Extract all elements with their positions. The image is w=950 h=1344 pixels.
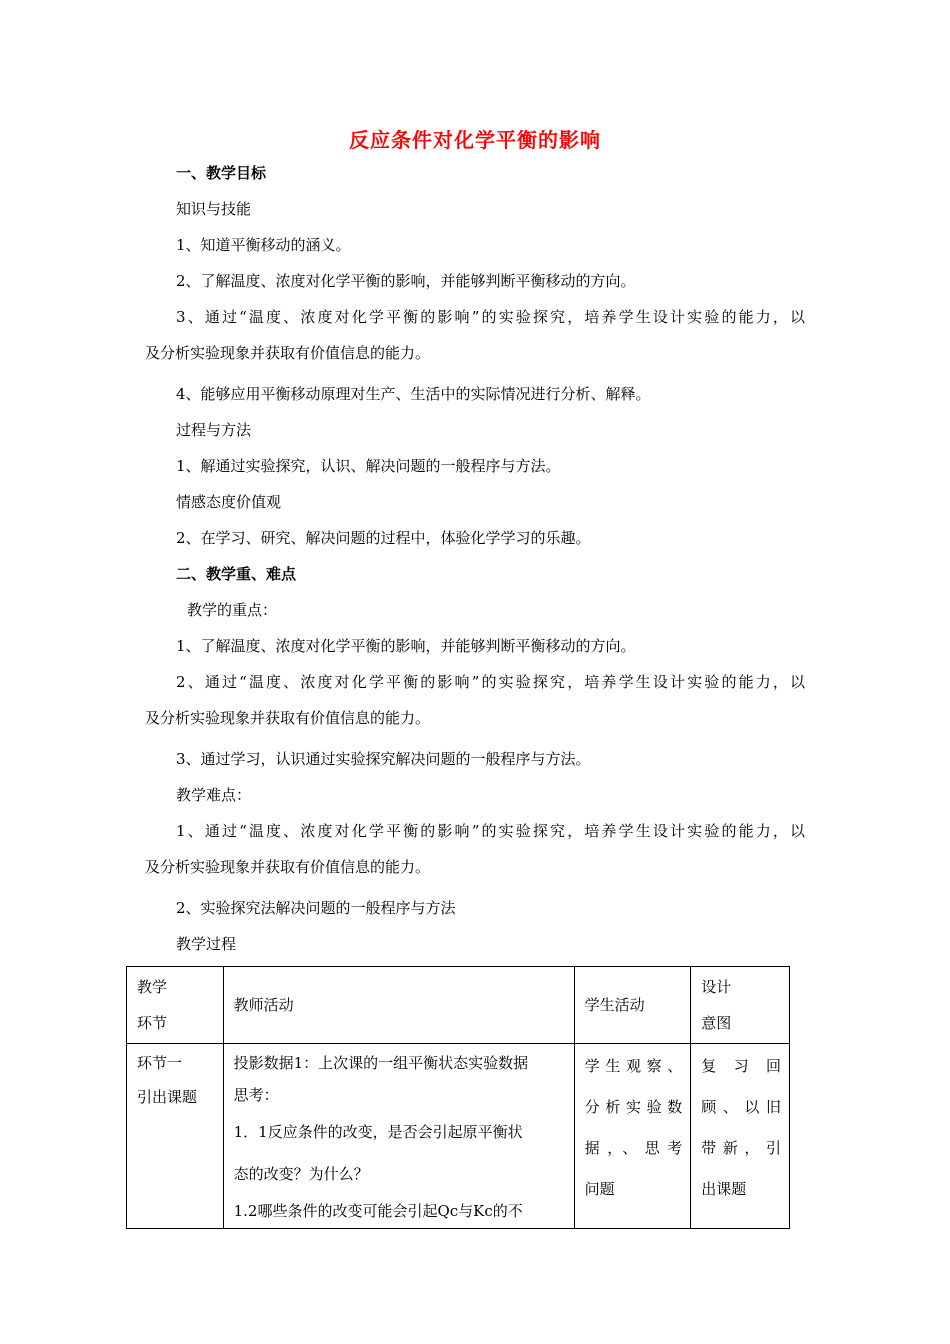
objective-item: 3、通过“温度、浓度对化学平衡的影响”的实验探究，培养学生设计实验的能力，以 — [176, 308, 805, 326]
header-text: 环节 — [137, 1014, 168, 1032]
teacher-text: 态的改变？为什么？ — [233, 1165, 369, 1183]
header-text: 教师活动 — [233, 996, 294, 1014]
teacher-text: 思考： — [233, 1086, 279, 1104]
table-header-row — [127, 967, 790, 1044]
header-text: 意图 — [701, 1014, 732, 1032]
key-point-item: 1、了解温度、浓度对化学平衡的影响，并能够判断平衡移动的方向。 — [176, 637, 636, 655]
intent-text: 复 习 回 — [701, 1057, 781, 1075]
difficulty-item-continued: 及分析实验现象并获取有价值信息的能力。 — [145, 858, 431, 876]
student-text: 据，、思考 — [584, 1139, 683, 1157]
teacher-activity-cell — [223, 1044, 574, 1229]
difficulty-item: 1、通过“温度、浓度对化学平衡的影响”的实验探究，培养学生设计实验的能力，以 — [176, 822, 805, 840]
key-point-item: 2、通过“温度、浓度对化学平衡的影响”的实验探究，培养学生设计实验的能力，以 — [176, 673, 805, 691]
header-text: 设计 — [701, 978, 732, 996]
subheading-emotion: 情感态度价值观 — [176, 493, 282, 511]
student-text: 学生观察、 — [584, 1057, 683, 1075]
objective-item: 2、了解温度、浓度对化学平衡的影响，并能够判断平衡移动的方向。 — [176, 272, 636, 290]
subheading-difficulty: 教学难点： — [176, 786, 252, 804]
objective-item: 4、能够应用平衡移动原理对生产、生活中的实际情况进行分析、解释。 — [176, 385, 651, 403]
header-cell-student — [574, 967, 691, 1044]
teaching-process-table — [126, 966, 790, 1229]
objective-item: 2、在学习、研究、解决问题的过程中，体验化学学习的乐趣。 — [176, 529, 591, 547]
stage-text: 环节一 — [137, 1054, 183, 1072]
intent-text: 顾、以旧 — [701, 1098, 781, 1116]
objective-item: 1、知道平衡移动的涵义。 — [176, 236, 351, 254]
student-activity-cell — [574, 1044, 691, 1229]
student-text: 分析实验数 — [584, 1098, 683, 1116]
header-cell-teacher — [223, 967, 574, 1044]
section-heading-key-points: 二、教学重、难点 — [176, 565, 297, 583]
subheading-teaching-process: 教学过程 — [176, 935, 237, 953]
key-point-item-continued: 及分析实验现象并获取有价值信息的能力。 — [145, 709, 431, 727]
subheading-knowledge: 知识与技能 — [176, 200, 252, 218]
intent-text: 带新，引 — [701, 1139, 781, 1157]
objective-item: 1、解通过实验探究，认识、解决问题的一般程序与方法。 — [176, 457, 561, 475]
header-text: 学生活动 — [584, 996, 645, 1014]
header-text: 教学 — [137, 978, 168, 996]
table-row — [127, 1044, 790, 1229]
subheading-key: 教学的重点： — [187, 601, 278, 619]
intent-text: 出课题 — [701, 1180, 747, 1198]
teacher-text: 1．1反应条件的改变，是否会引起原平衡状 — [233, 1123, 523, 1141]
section-heading-objectives: 一、教学目标 — [176, 164, 267, 182]
subheading-process: 过程与方法 — [176, 421, 252, 439]
document-title: 反应条件对化学平衡的影响 — [349, 128, 601, 152]
student-text: 问题 — [584, 1180, 615, 1198]
teacher-text: 投影数据1：上次课的一组平衡状态实验数据 — [233, 1054, 529, 1072]
design-intent-cell — [691, 1044, 790, 1229]
difficulty-item: 2、实验探究法解决问题的一般程序与方法 — [176, 899, 456, 917]
stage-text: 引出课题 — [137, 1088, 198, 1106]
objective-item-continued: 及分析实验现象并获取有价值信息的能力。 — [145, 344, 431, 362]
header-cell-stage — [127, 967, 224, 1044]
stage-cell — [127, 1044, 224, 1229]
key-point-item: 3、通过学习，认识通过实验探究解决问题的一般程序与方法。 — [176, 750, 591, 768]
teacher-text: 1.2哪些条件的改变可能会引起Qc与Kc的不 — [233, 1202, 523, 1220]
header-cell-intent — [691, 967, 790, 1044]
